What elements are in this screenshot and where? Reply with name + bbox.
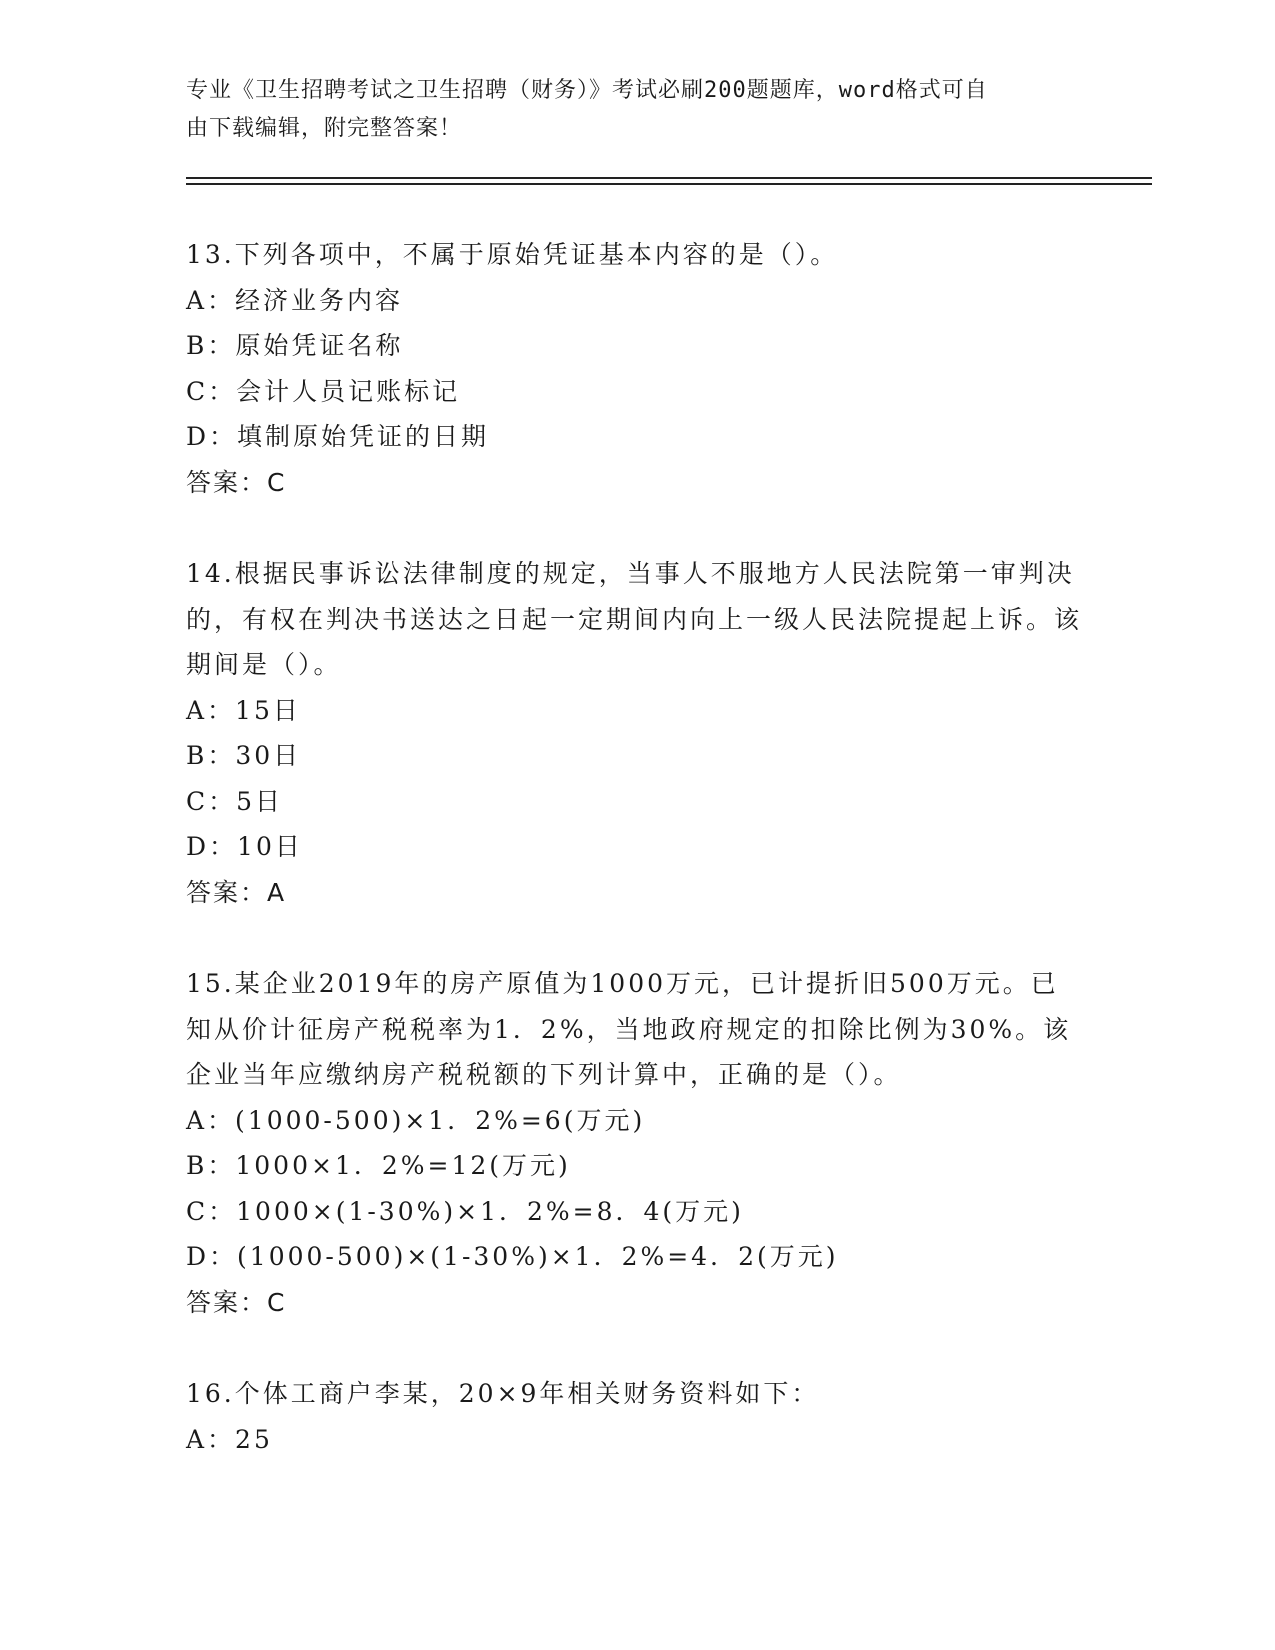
header-divider-top (186, 177, 1152, 179)
question-text: 15.某企业2019年的房产原值为1000万元，已计提折旧500万元。已知从价计征房产税税率为1．2%，当地政府规定的扣除比例为30%。该企业当年应缴纳房产税税额的下列计算中，正确的是（）。 (186, 969, 1072, 1089)
question-text: 13.下列各项中，不属于原始凭证基本内容的是（）。 (186, 240, 839, 269)
question-text: 14.根据民事诉讼法律制度的规定，当事人不服地方人民法院第一审判决的，有权在判决书送达之日起一定期间内向上一级人民法院提起上诉。该期间是（）。 (186, 559, 1083, 679)
question-list (186, 232, 1086, 1508)
option-d: D：填制原始凭证的日期 (186, 422, 490, 451)
option-d: D：(1000-500)×(1-30%)×1．2%=4．2(万元) (186, 1242, 839, 1271)
option-b: B：1000×1．2%=12(万元) (186, 1151, 571, 1180)
question-14 (186, 551, 1086, 915)
option-b: B：原始凭证名称 (186, 331, 404, 360)
header-divider-bottom (186, 183, 1152, 185)
option-a: A：经济业务内容 (186, 285, 404, 315)
option-c: C：5日 (186, 786, 284, 816)
header-line-2: 由下载编辑，附完整答案！ (186, 116, 463, 141)
question-text: 16.个体工商户李某，20×9年相关财务资料如下： (186, 1379, 820, 1408)
answer: 答案：C (186, 1287, 287, 1317)
answer: 答案：A (186, 877, 287, 907)
option-d: D：10日 (186, 832, 303, 861)
question-16 (186, 1371, 1086, 1462)
option-a: A：25 (186, 1424, 273, 1454)
question-13 (186, 232, 1086, 505)
option-c: C：会计人员记账标记 (186, 376, 461, 406)
option-a: A：15日 (186, 695, 301, 725)
option-a: A：(1000-500)×1．2%=6(万元) (186, 1105, 646, 1135)
option-b: B：30日 (186, 741, 302, 770)
header-line-1: 专业《卫生招聘考试之卫生招聘（财务）》考试必刷200题题库，word格式可自 (186, 78, 988, 103)
question-15 (186, 961, 1086, 1325)
option-c: C：1000×(1-30%)×1．2%=8．4(万元) (186, 1196, 744, 1226)
document-header (186, 72, 1066, 148)
answer: 答案：C (186, 467, 287, 497)
